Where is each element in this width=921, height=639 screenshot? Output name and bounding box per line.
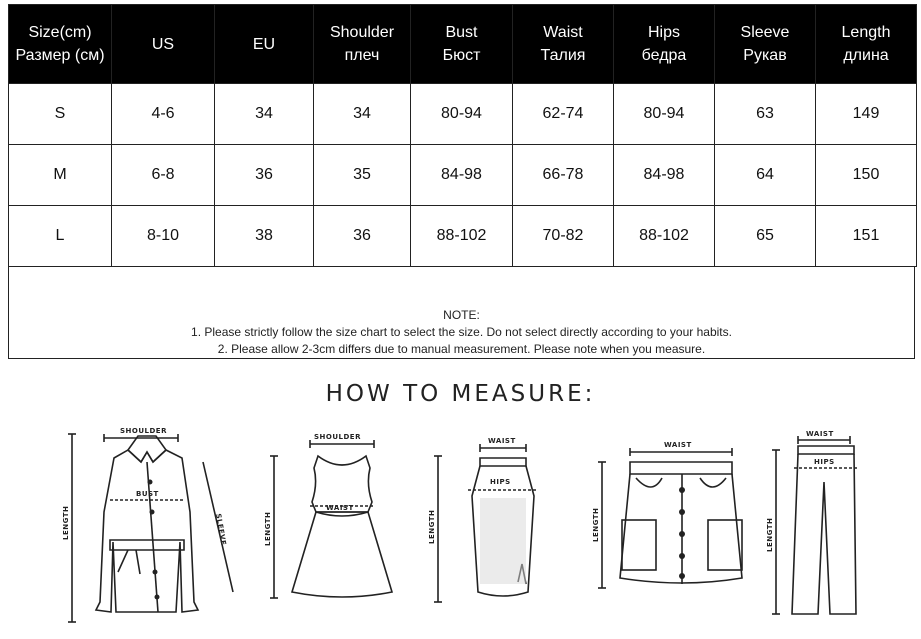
cell-sleeve: 64 <box>715 145 816 206</box>
header-shoulder: Shoulder плеч <box>314 5 411 84</box>
header-sleeve: Sleeve Рукав <box>715 5 816 84</box>
table-row <box>9 84 917 145</box>
jacket-measure-figure <box>58 422 238 632</box>
cell-bust: 84-98 <box>411 145 513 206</box>
waist-label: WAIST <box>488 437 516 445</box>
cell-bust: 80-94 <box>411 84 513 145</box>
cell-eu: 34 <box>215 84 314 145</box>
cell-shoulder: 36 <box>314 206 411 267</box>
sleeve-label: SLEEVE <box>214 512 228 547</box>
header-size: Size(cm) Размер (см) <box>9 5 112 84</box>
cell-eu: 38 <box>215 206 314 267</box>
waist-label: WAIST <box>806 430 834 438</box>
length-label: LENGTH <box>264 511 272 546</box>
cell-size: L <box>9 206 112 267</box>
cell-length: 150 <box>816 145 917 206</box>
cell-length: 149 <box>816 84 917 145</box>
header-hips: Hips бедра <box>614 5 715 84</box>
shoulder-label: SHOULDER <box>120 427 167 435</box>
pants-measure-figure <box>762 430 892 620</box>
cell-us: 4-6 <box>112 84 215 145</box>
note-title: NOTE: <box>443 308 480 322</box>
header-length: Length длина <box>816 5 917 84</box>
note-line-1: 1. Please strictly follow the size chart to select the size. Do not select directly according to your habits. <box>191 325 732 339</box>
cell-us: 8-10 <box>112 206 215 267</box>
cell-length: 151 <box>816 206 917 267</box>
skirt-measure-figure <box>426 432 556 607</box>
cell-waist: 70-82 <box>513 206 614 267</box>
cell-waist: 66-78 <box>513 145 614 206</box>
header-bust: Bust Бюст <box>411 5 513 84</box>
cell-waist: 62-74 <box>513 84 614 145</box>
shorts-measure-figure <box>590 438 760 598</box>
cell-us: 6-8 <box>112 145 215 206</box>
cell-bust: 88-102 <box>411 206 513 267</box>
length-label: LENGTH <box>428 509 436 544</box>
length-label: LENGTH <box>766 517 774 552</box>
cell-hips: 88-102 <box>614 206 715 267</box>
cell-hips: 80-94 <box>614 84 715 145</box>
header-us: US <box>112 5 215 84</box>
cell-eu: 36 <box>215 145 314 206</box>
table-row <box>9 145 917 206</box>
table-header-row <box>9 5 917 84</box>
bust-label: BUST <box>136 490 159 498</box>
cell-sleeve: 65 <box>715 206 816 267</box>
length-label: LENGTH <box>62 505 70 540</box>
cell-size: M <box>9 145 112 206</box>
note-box <box>8 267 915 359</box>
waist-label: WAIST <box>664 441 692 449</box>
dress-measure-figure <box>262 428 412 606</box>
length-label: LENGTH <box>592 507 600 542</box>
note-line-2: 2. Please allow 2-3cm differs due to manual measurement. Please note when you measure. <box>217 342 706 356</box>
hips-label: HIPS <box>814 458 835 466</box>
waist-label: WAIST <box>326 504 354 512</box>
cell-sleeve: 63 <box>715 84 816 145</box>
how-to-measure-title: HOW TO MEASURE: <box>325 381 596 407</box>
cell-hips: 84-98 <box>614 145 715 206</box>
cell-shoulder: 35 <box>314 145 411 206</box>
header-waist: Waist Талия <box>513 5 614 84</box>
header-eu: EU <box>215 5 314 84</box>
cell-size: S <box>9 84 112 145</box>
size-chart-table <box>8 4 917 267</box>
hips-label: HIPS <box>490 478 511 486</box>
shoulder-label: SHOULDER <box>314 433 361 441</box>
cell-shoulder: 34 <box>314 84 411 145</box>
table-row <box>9 206 917 267</box>
